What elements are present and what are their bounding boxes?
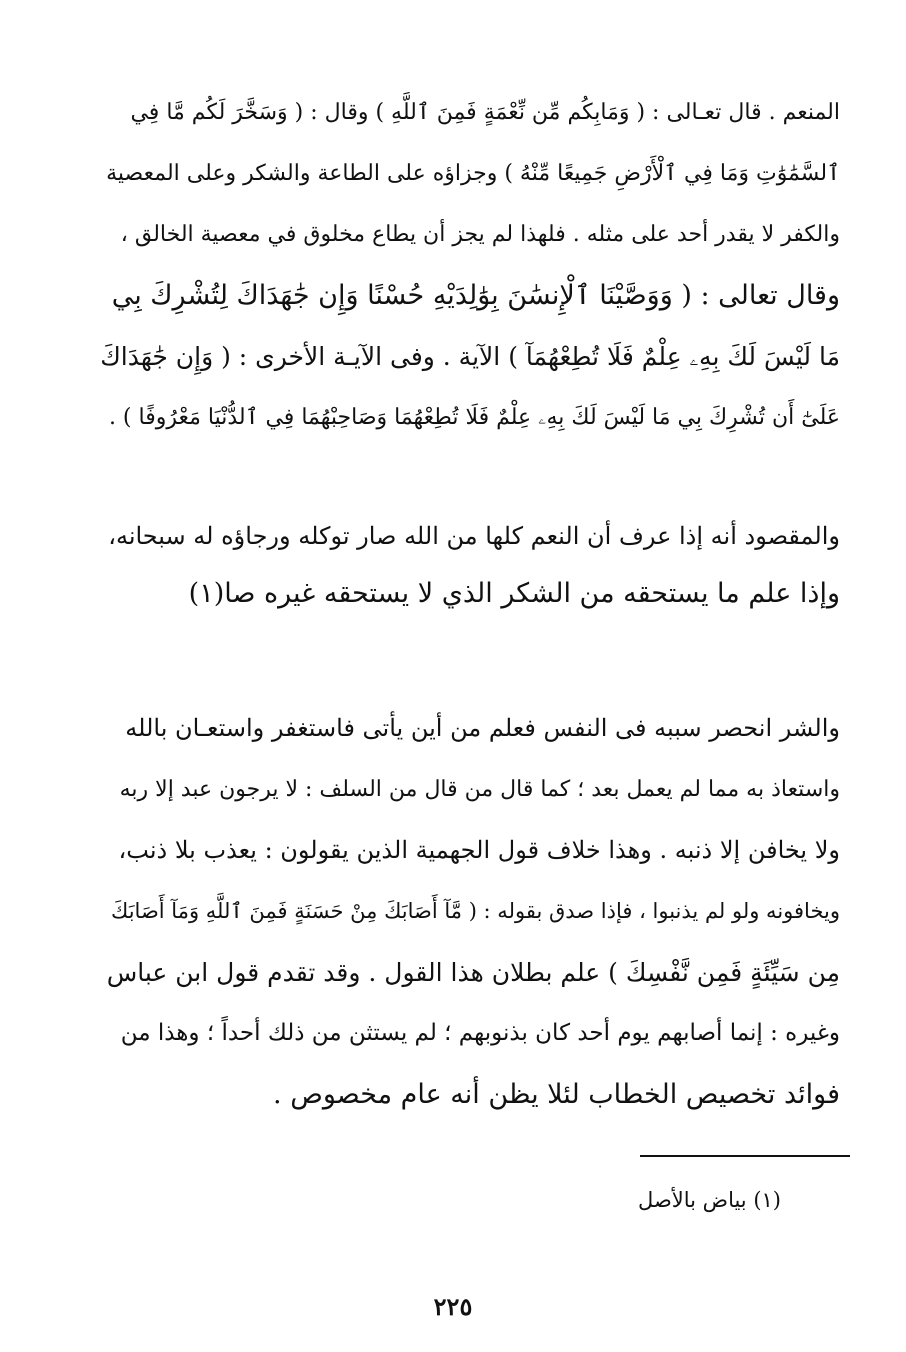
- text-line: واستعاذ به مما لم يعمل بعد ؛ كما قال من قال من السلف : لا يرجون عبد إلا ربه: [119, 777, 840, 802]
- text-line: والمقصود أنه إذا عرف أن النعم كلها من الله صار توكله ورجاؤه له سبحانه،: [108, 522, 840, 550]
- text-line: ولا يخافن إلا ذنبه . وهذا خلاف قول الجهمية الذين يقولون : يعذب بلا ذنب،: [118, 836, 840, 864]
- text-line: المنعم . قال تعـالى : ( وَمَابِكُم مِّن نِّعْمَةٍ فَمِنَ ٱللَّهِ ) وقال : ( وَسَخَّرَ لَكُم مَّا فِي: [130, 100, 840, 125]
- text-line: وإذا علم ما يستحقه من الشكر الذي لا يستحقه غيره صا(١): [188, 578, 840, 609]
- text-line: عَلَىٰٓ أَن تُشْرِكَ بِي مَا لَيْسَ لَكَ بِهِۦ عِلْمٌ فَلَا تُطِعْهُمَا وَصَاحِبْهُمَا فِي ٱلدُّنْيَا مَعْرُوفًا ) .: [108, 405, 840, 430]
- text-line: وقال تعالى : ( وَوَصَّيْنَا ٱلْإِنسَٰنَ بِوَٰلِدَيْهِ حُسْنًا وَإِن جَٰهَدَاكَ لِتُشْرِكَ بِي: [111, 280, 840, 311]
- footnote: (١) بياض بالأصل: [638, 1188, 781, 1212]
- text-line: ٱلسَّمَٰوَٰتِ وَمَا فِي ٱلْأَرْضِ جَمِيعًا مِّنْهُ ) وجزاؤه على الطاعة والشكر وعلى المعصية: [106, 161, 840, 186]
- text-line: فوائد تخصيص الخطاب لئلا يظن أنه عام مخصوص .: [273, 1079, 840, 1110]
- paragraph-3: [100, 698, 840, 1125]
- paragraph-2: [100, 507, 840, 623]
- paragraph-1: [100, 82, 840, 448]
- text-line: والكفر لا يقدر أحد على مثله . فلهذا لم يجز أن يطاع مخلوق في معصية الخالق ،: [120, 222, 840, 247]
- footnote-divider: [640, 1155, 850, 1157]
- text-line: ويخافونه ولو لم يذنبوا ، فإذا صدق بقوله : ( مَّآ أَصَابَكَ مِنْ حَسَنَةٍ فَمِنَ ٱللَّهِ وَمَآ أَصَابَكَ: [111, 899, 840, 923]
- text-line: مِن سَيِّئَةٍ فَمِن نَّفْسِكَ ) علم بطلان هذا القول . وقد تقدم قول ابن عباس: [106, 958, 840, 987]
- text-line: مَا لَيْسَ لَكَ بِهِۦ عِلْمٌ فَلَا تُطِعْهُمَآ ) الآية . وفى الآيـة الأخرى : ( وَإِن جَٰهَدَاكَ: [100, 342, 840, 371]
- text-line: والشر انحصر سببه فى النفس فعلم من أين يأتى فاستغفر واستعـان بالله: [125, 714, 840, 742]
- page-number: ٢٢٥: [433, 1292, 473, 1321]
- text-line: وغيره : إنما أصابهم يوم أحد كان بذنوبهم ؛ لم يستثن من ذلك أحداً ؛ وهذا من: [120, 1020, 840, 1046]
